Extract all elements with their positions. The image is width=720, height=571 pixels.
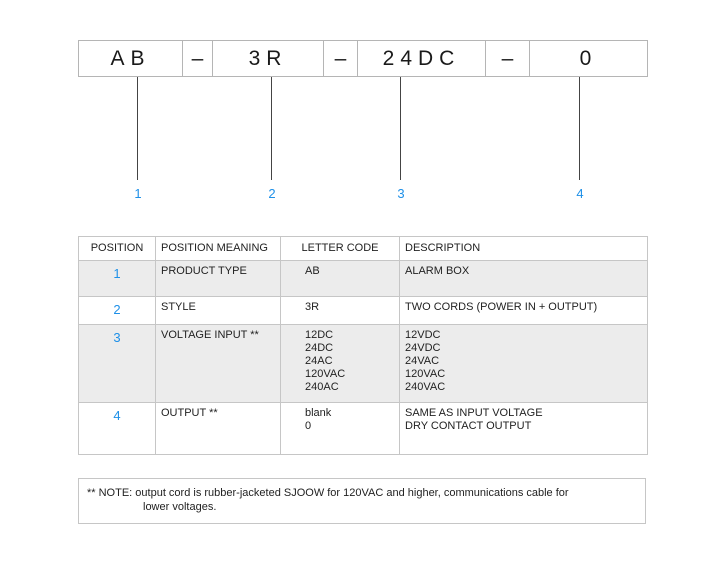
header-description: DESCRIPTION: [400, 237, 648, 261]
part-code-box: [78, 40, 648, 77]
header-letter-code: LETTER CODE: [281, 237, 400, 261]
position-label-3: 3: [397, 186, 405, 201]
note-line-1: ** NOTE: output cord is rubber-jacketed SJOOW for 120VAC and higher, communications cable for: [87, 487, 569, 499]
position-label-4: 4: [576, 186, 584, 201]
row-meaning: STYLE: [156, 297, 281, 325]
row-letter-code: [281, 403, 400, 455]
row-description: [400, 261, 648, 297]
position-label-1: 1: [134, 186, 142, 201]
header-position-meaning: POSITION MEANING: [156, 237, 281, 261]
leader-line-3: [400, 77, 401, 180]
code-segment-product: AB: [79, 41, 183, 76]
description-value: 12VDC: [405, 329, 441, 341]
leader-line-2: [271, 77, 272, 180]
table-row: [79, 325, 648, 403]
table-row: [79, 261, 648, 297]
description-value: 24VAC: [405, 355, 440, 367]
description-value: 120VAC: [405, 368, 446, 380]
note-line-2: lower voltages.: [143, 501, 217, 513]
table-header-row: [79, 237, 648, 261]
row-meaning: OUTPUT **: [156, 403, 281, 455]
code-value: 240AC: [305, 381, 339, 393]
table-row: [79, 297, 648, 325]
code-value: 3R: [305, 301, 320, 313]
row-meaning: VOLTAGE INPUT **: [156, 325, 281, 403]
row-meaning: PRODUCT TYPE: [156, 261, 281, 297]
row-position: 1: [79, 261, 156, 297]
code-separator: –: [486, 41, 530, 76]
code-value: AB: [305, 265, 320, 277]
table-row: [79, 403, 648, 455]
code-value: 12DC: [305, 329, 334, 341]
description-value: 240VAC: [405, 381, 446, 393]
row-position: 2: [79, 297, 156, 325]
row-description: [400, 403, 648, 455]
code-segment-output: 0: [579, 46, 598, 70]
description-value: DRY CONTACT OUTPUT: [405, 420, 532, 432]
code-value: blank: [305, 407, 332, 419]
code-value: 24AC: [305, 355, 333, 367]
row-description: [400, 297, 648, 325]
description-value: 24VDC: [405, 342, 441, 354]
code-value: 0: [305, 420, 312, 432]
description-value: ALARM BOX: [405, 265, 470, 277]
code-segment-style: 3R: [213, 41, 324, 76]
header-position: POSITION: [79, 237, 156, 261]
row-letter-code: [281, 297, 400, 325]
position-label-2: 2: [268, 186, 276, 201]
row-letter-code: [281, 325, 400, 403]
row-position: 4: [79, 403, 156, 455]
row-letter-code: [281, 261, 400, 297]
leader-line-4: [579, 77, 580, 180]
code-separator: –: [324, 41, 358, 76]
leader-line-1: [137, 77, 138, 180]
row-description: [400, 325, 648, 403]
description-value: SAME AS INPUT VOLTAGE: [405, 407, 543, 419]
specification-table: [78, 236, 648, 455]
code-value: 24DC: [305, 342, 334, 354]
note-box: [78, 478, 646, 524]
code-separator: –: [183, 41, 213, 76]
row-position: 3: [79, 325, 156, 403]
code-value: 120VAC: [305, 368, 346, 380]
code-segment-voltage: 24DC: [358, 41, 486, 76]
description-value: TWO CORDS (POWER IN + OUTPUT): [405, 301, 598, 313]
